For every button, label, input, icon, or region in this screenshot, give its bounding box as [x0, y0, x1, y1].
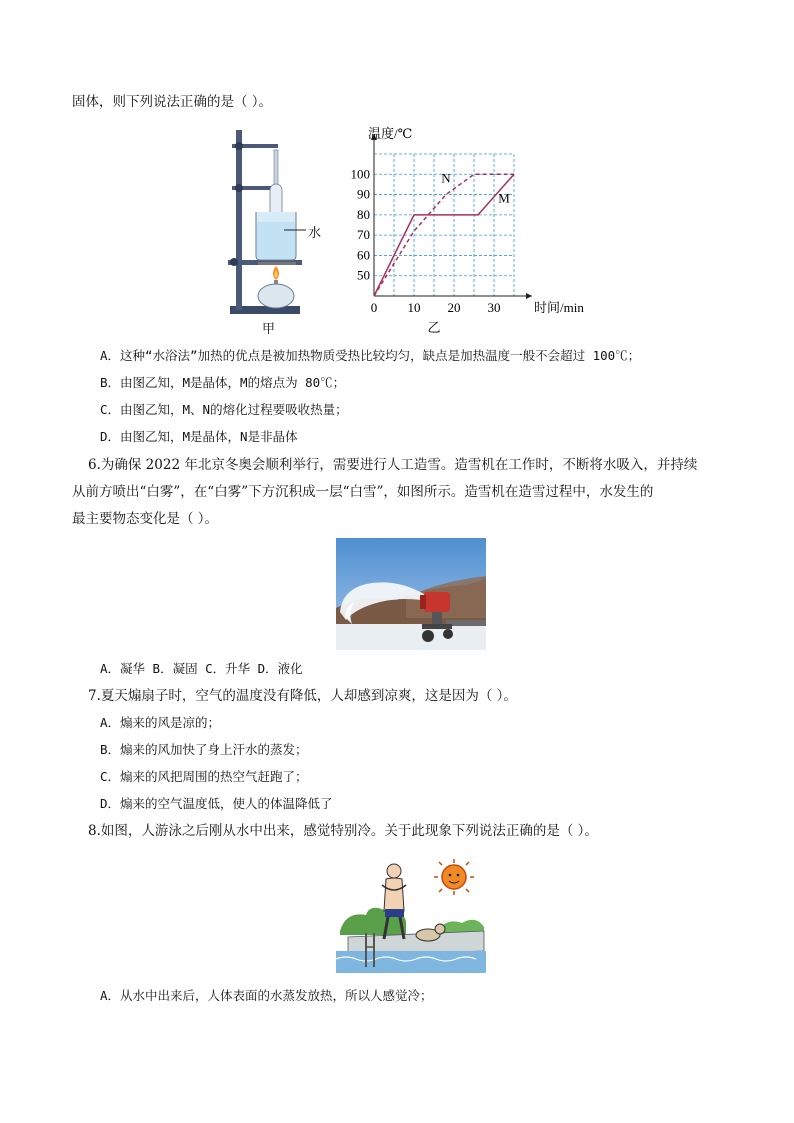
q6-stem-line-2: 从前方喷出“白雾”，在“白雾”下方沉积成一层“白雪”，如图所示。造雪机在造雪过程中，水发生的 — [72, 484, 654, 500]
swimmer-shivering-illustration — [336, 855, 486, 973]
q7-option-b: B．煽来的风加快了身上汗水的蒸发； — [100, 742, 308, 757]
swimmer-cartoon — [336, 855, 486, 973]
x-axis-arrow — [526, 293, 532, 299]
y-axis-label: 温度/℃ — [368, 126, 413, 141]
q6-stem-line-1: 6.为确保 2022 年北京冬奥会顺利举行，需要进行人工造雪。造雪机在工作时，不断将水吸入，并持续 — [88, 457, 698, 473]
q7-option-a: A．煽来的风是凉的； — [100, 715, 221, 730]
q5-option-d: D．由图乙知，M是晶体，N是非晶体 — [100, 429, 298, 444]
q6-stem-line-3: 最主要物态变化是（ ）。 — [72, 511, 219, 527]
q5-option-c: C．由图乙知，M、N的熔化过程要吸收热量； — [100, 402, 348, 417]
figure-jia-caption: 甲 — [262, 322, 276, 337]
temperature-time-chart — [340, 124, 610, 338]
y-tick-label: 100 — [350, 166, 370, 182]
figure-yi-caption: 乙 — [427, 320, 441, 335]
snow-machine-photo — [336, 538, 486, 650]
y-tick-label: 80 — [357, 206, 370, 222]
x-tick-label: 30 — [487, 300, 501, 315]
q6-options: A．凝华 B．凝固 C．升华 D．液化 — [100, 661, 303, 676]
series-label-N: N — [441, 170, 451, 186]
q8-stem: 8.如图，人游泳之后刚从水中出来，感觉特别冷。关于此现象下列说法正确的是（ ）。 — [88, 823, 598, 839]
q7-option-d: D．煽来的空气温度低，使人的体温降低了 — [100, 796, 333, 811]
x-tick-label: 10 — [407, 300, 421, 315]
y-tick-label: 70 — [357, 227, 370, 243]
y-tick-label: 50 — [357, 267, 370, 283]
x-axis-label: 时间/min — [534, 300, 584, 315]
y-tick-label: 90 — [357, 186, 370, 202]
x-tick-label: 20 — [447, 300, 461, 315]
figure-yi-chart — [340, 124, 610, 338]
q8-option-a: A．从水中出来后，人体表面的水蒸发放热，所以人感觉冷； — [100, 988, 433, 1003]
q5-option-a: A．这种“水浴法”加热的优点是被加热物质受热比较均匀，缺点是加热温度一般不会超过 100℃； — [100, 348, 641, 363]
y-tick-label: 60 — [357, 247, 370, 263]
q7-stem: 7.夏天煽扇子时，空气的温度没有降低，人却感到凉爽，这是因为（ ）。 — [88, 688, 517, 704]
q5-option-b: B．由图乙知，M是晶体，M的熔点为 80℃； — [100, 375, 346, 390]
series-label-M: M — [498, 190, 510, 206]
figure-jia-apparatus — [222, 126, 332, 336]
x-tick-label: 0 — [370, 300, 378, 315]
snow-machine-illustration — [336, 538, 486, 650]
q7-option-c: C．煽来的风把周围的热空气赶跑了； — [100, 769, 308, 784]
water-label: 水 — [308, 226, 322, 241]
question-intro-line: 固体，则下列说法正确的是（ ）。 — [72, 94, 273, 110]
